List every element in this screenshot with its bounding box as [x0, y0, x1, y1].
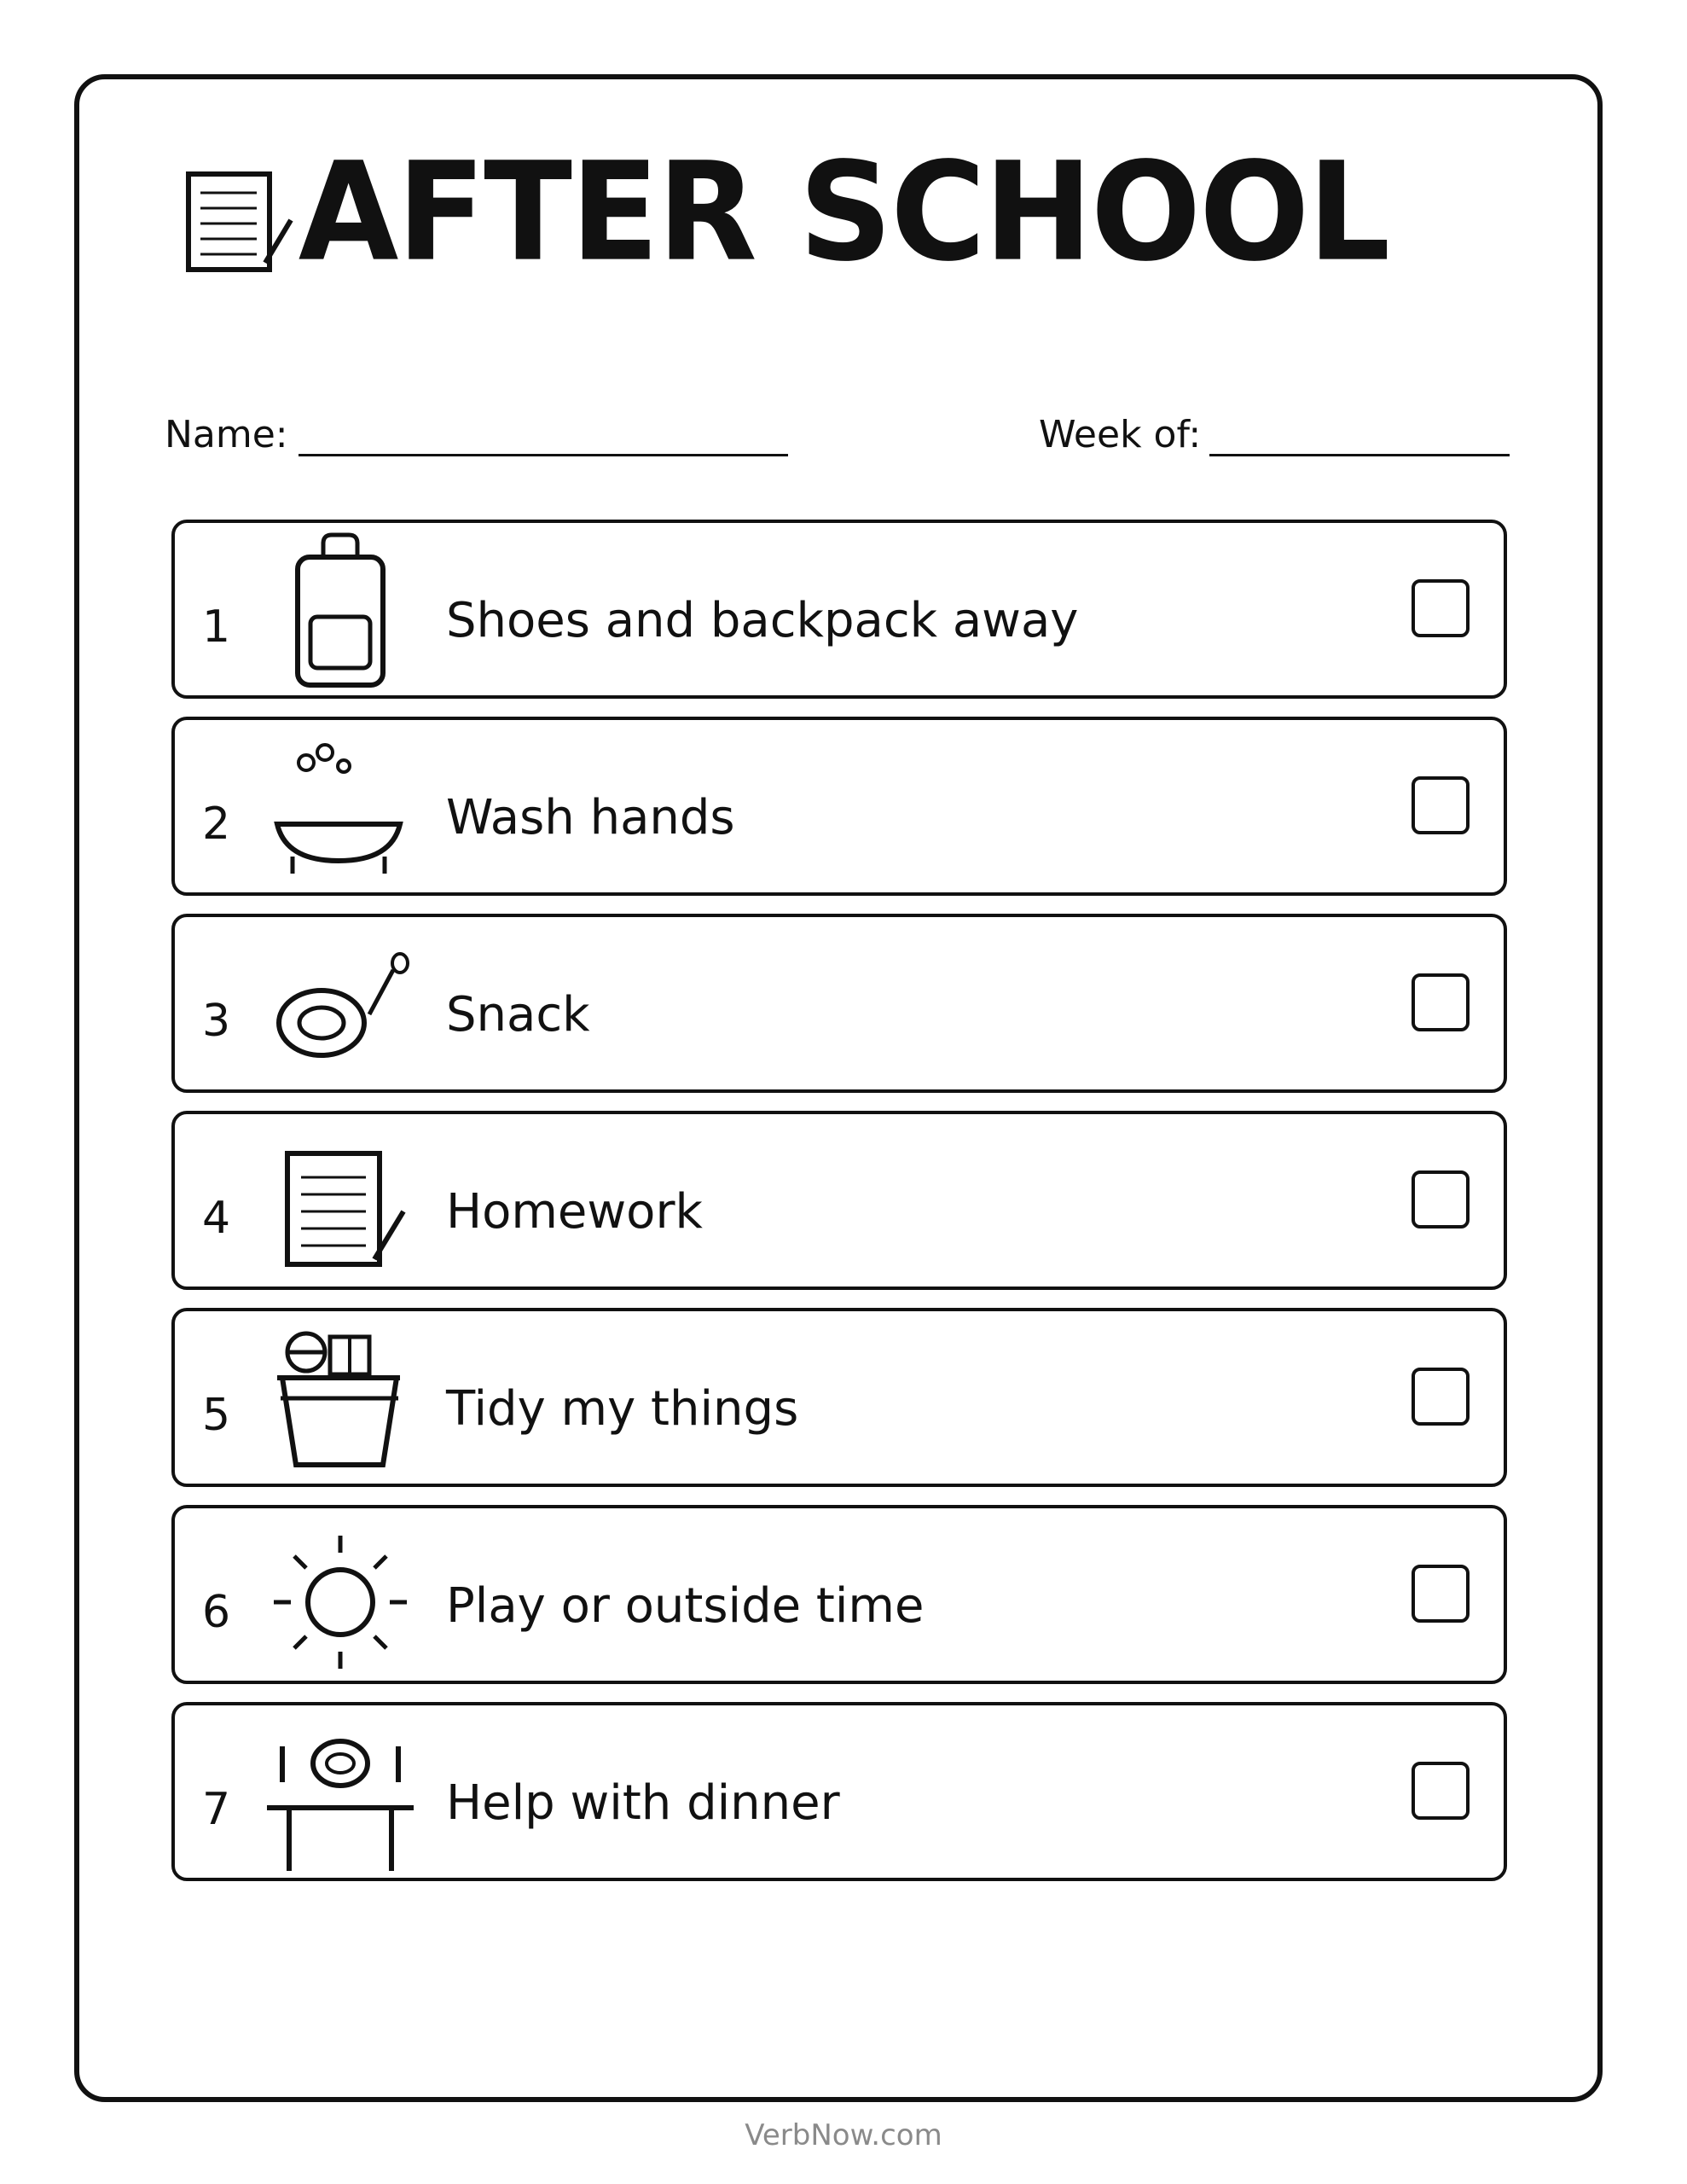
task-row	[171, 1702, 1507, 1881]
task-checkbox[interactable]	[1412, 1565, 1470, 1623]
task-number: 2	[202, 799, 231, 850]
page-title: AFTER SCHOOL	[298, 132, 1389, 292]
task-row	[171, 1308, 1507, 1487]
task-number: 1	[202, 601, 231, 653]
task-label: Tidy my things	[446, 1381, 799, 1437]
backpack-icon	[264, 531, 417, 694]
task-checkbox[interactable]	[1412, 579, 1470, 637]
toy-bin-icon	[264, 1320, 417, 1482]
task-number: 6	[202, 1587, 231, 1638]
worksheet-icon	[264, 1123, 417, 1285]
task-number: 7	[202, 1784, 231, 1835]
task-label: Wash hands	[446, 790, 735, 845]
plate-icon	[264, 926, 417, 1088]
task-label: Homework	[446, 1184, 703, 1240]
task-label: Shoes and backpack away	[446, 593, 1079, 648]
task-checkbox[interactable]	[1412, 1368, 1470, 1426]
task-checkbox[interactable]	[1412, 1762, 1470, 1820]
sun-icon	[264, 1517, 417, 1679]
task-row	[171, 717, 1507, 896]
task-number: 4	[202, 1193, 231, 1244]
task-checkbox[interactable]	[1412, 776, 1470, 834]
task-row	[171, 520, 1507, 699]
name-blank-line[interactable]	[299, 454, 788, 456]
task-label: Snack	[446, 987, 590, 1043]
footer-credit: VerbNow.com	[745, 2118, 942, 2152]
name-label: Name:	[165, 413, 288, 456]
task-label: Help with dinner	[446, 1775, 840, 1831]
week-blank-line[interactable]	[1209, 454, 1510, 456]
week-label: Week of:	[1039, 413, 1202, 456]
task-number: 3	[202, 996, 231, 1047]
task-checkbox[interactable]	[1412, 1170, 1470, 1228]
task-label: Play or outside time	[446, 1578, 925, 1634]
task-row	[171, 914, 1507, 1093]
task-row	[171, 1111, 1507, 1290]
task-checkbox[interactable]	[1412, 973, 1470, 1031]
sink-icon	[264, 729, 417, 891]
table-icon	[264, 1714, 417, 1876]
task-row	[171, 1505, 1507, 1684]
task-number: 5	[202, 1390, 231, 1441]
